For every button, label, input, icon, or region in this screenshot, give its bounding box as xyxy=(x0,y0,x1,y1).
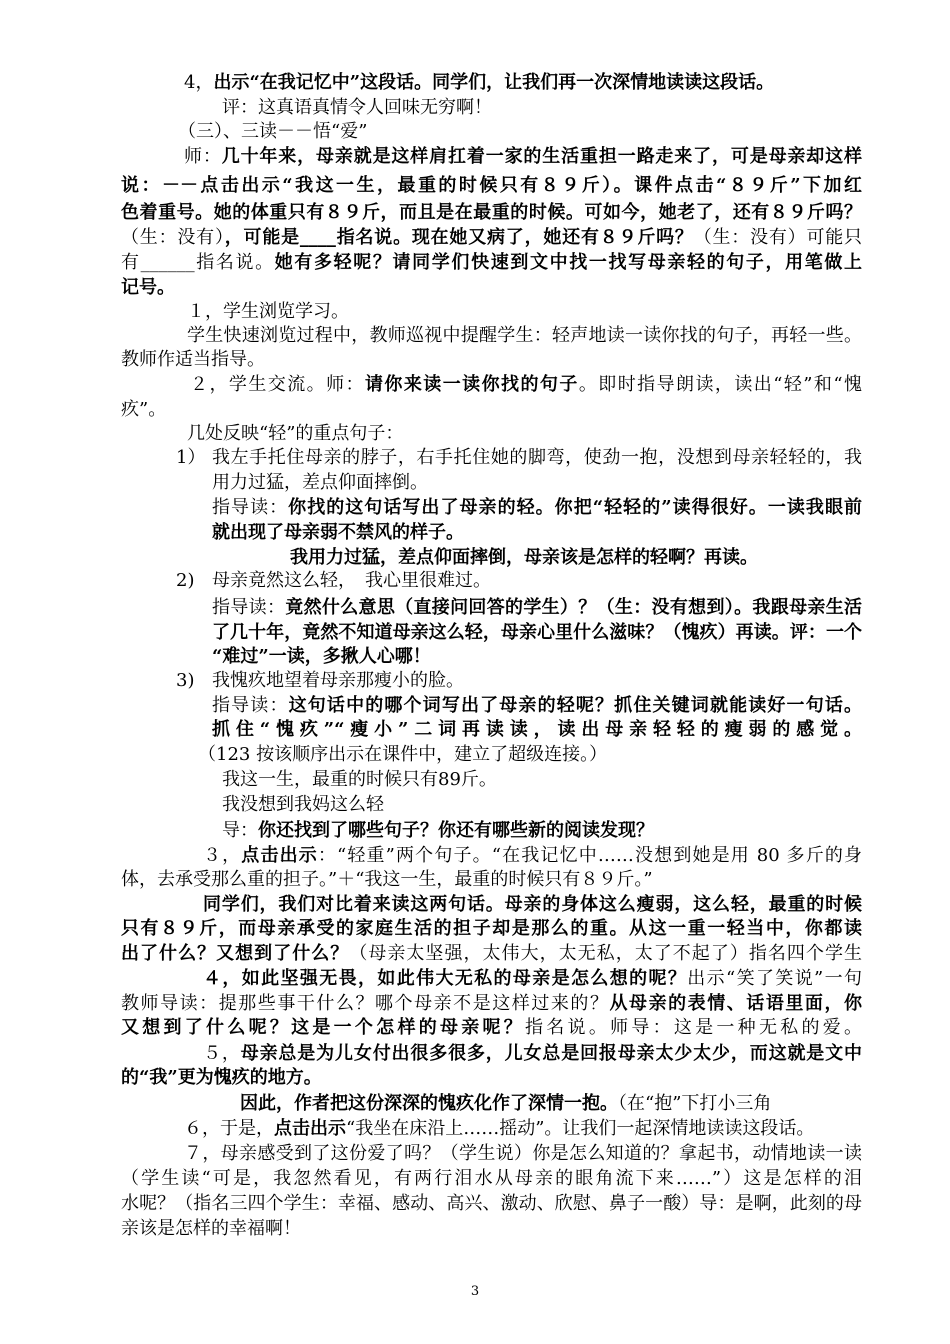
text-segment: （生：没有）可能只 xyxy=(693,227,863,248)
text-line xyxy=(212,719,862,741)
text-segment: 又想到了什么呢？这是一个怎样的母亲呢？ xyxy=(121,1017,526,1038)
text-segment: 亲该是怎样的幸福啊！ xyxy=(121,1218,301,1239)
text-segment: ３， xyxy=(203,845,242,866)
text-line xyxy=(121,227,862,249)
text-line xyxy=(184,146,862,168)
list-number-1: 1） xyxy=(176,447,206,468)
text-line xyxy=(178,121,367,143)
text-segment: 评：这真语真情令人回味无穷啊！ xyxy=(222,97,492,118)
text-segment: 几处反映“轻”的重点句子： xyxy=(187,423,404,444)
text-segment: 的“我”更为愧疚的地方。 xyxy=(121,1067,322,1088)
text-segment: 几十年来，母亲就是这样肩扛着一家的生活重担一路走来了，可是母亲却这样 xyxy=(221,146,863,167)
text-segment: 我这一生，最重的时候只有89斤。 xyxy=(222,769,497,790)
text-line xyxy=(212,570,491,592)
text-segment: 因此，作者把这份深深的愧疚化作了深情一抱。 xyxy=(240,1093,618,1114)
text-line xyxy=(222,97,492,119)
text-segment: 我用力过猛，差点仰面摔倒，母亲该是怎样的轻啊？再读。 xyxy=(290,547,758,568)
text-segment: 同学们，我们对比着来读这两句话。母亲的身体这么瘦弱，这么轻，最重的时候 xyxy=(203,894,862,915)
text-line xyxy=(212,447,862,469)
text-segment: 她有多轻呢？请同学们快速到文中找一找写母亲轻的句子，用笔做上 xyxy=(274,252,863,273)
text-segment: ，可能是____指名说。现在她又病了，她还有８９斤吗？ xyxy=(224,227,694,248)
text-segment: 体，去承受那么重的担子。”＋“我这一生，最重的时候只有８９斤。” xyxy=(121,869,653,890)
text-segment: 竟然什么意思（直接问回答的学生）？（生：没有想到）。我跟母亲生活 xyxy=(285,597,863,618)
text-segment: 指导读： xyxy=(212,597,286,618)
text-segment: 水呢？（指名三四个学生：幸福、感动、高兴、激动、欣慰、鼻子一酸）导：是啊，此刻的母 xyxy=(121,1193,862,1214)
text-line xyxy=(212,646,431,668)
text-segment: 点击出示 xyxy=(274,1118,346,1139)
text-segment: 只有８９斤，而母亲承受的家庭生活的担子却是那么的重。从这一重一轻当中，你都读 xyxy=(121,918,862,939)
text-line xyxy=(212,695,862,717)
text-line xyxy=(121,202,862,224)
text-line xyxy=(203,845,862,867)
text-line xyxy=(190,374,862,396)
text-line xyxy=(121,175,862,197)
text-segment: 4， xyxy=(184,72,214,93)
text-segment: 出了什么？又想到了什么？ xyxy=(121,943,350,964)
text-line xyxy=(121,943,862,965)
text-segment: 请你来读一读你找的句子 xyxy=(364,374,579,395)
text-line xyxy=(212,497,862,519)
text-segment: （学生读“可是，我忽然看见，有两行泪水从母亲的眼角流下来……”）这是怎样的泪 xyxy=(121,1168,862,1189)
text-segment: 师： xyxy=(184,146,222,167)
text-line xyxy=(121,252,862,274)
text-segment: 指名说。师导：这是一种无私的爱。 xyxy=(525,1017,863,1038)
text-line xyxy=(121,993,862,1015)
text-line xyxy=(222,820,654,842)
text-segment: 。即时指导朗读，读出“轻”和“愧 xyxy=(578,374,863,395)
text-segment: 用力过猛，差点仰面摔倒。 xyxy=(212,472,428,493)
text-segment: 就出现了母亲弱不禁风的样子。 xyxy=(212,522,464,543)
text-segment: （123 按该顺序出示在课件中，建立了超级连接。） xyxy=(198,744,608,765)
text-line xyxy=(184,72,774,94)
text-line xyxy=(212,472,428,494)
text-segment: 你找的这句话写出了母亲的轻。你把“轻轻的”读得很好。一读我眼前 xyxy=(288,497,862,518)
text-segment: （母亲太坚强，太伟大，太无私，太了不起了）指名四个学生 xyxy=(349,943,863,964)
text-segment: 你还找到了哪些句子？你还有哪些新的阅读发现？ xyxy=(258,820,654,841)
text-segment: 导： xyxy=(222,820,258,841)
text-segment: （生：没有） xyxy=(121,227,225,248)
text-line xyxy=(187,301,349,323)
text-line xyxy=(240,1093,771,1115)
text-segment: 色着重号。她的体重只有８９斤，而且是在最重的时候。可如今，她老了，还有８９斤吗？ xyxy=(121,202,862,223)
text-segment: 记号。 xyxy=(121,277,175,298)
text-line xyxy=(212,522,464,544)
text-line xyxy=(184,1143,862,1165)
text-segment: ：“轻重”两个句子。“在我记忆中……没想到她是用 80 多斤的身 xyxy=(317,845,862,866)
text-line xyxy=(121,399,166,421)
text-line xyxy=(212,622,862,644)
text-line xyxy=(187,325,862,347)
text-segment: 点击出示 xyxy=(241,845,318,866)
text-line xyxy=(222,794,384,816)
text-segment: 教师导读：提那些事干什么？哪个母亲不是这样过来的？ xyxy=(121,993,610,1014)
text-segment: 这句话中的哪个词写出了母亲的轻呢？抓住关键词就能读好一句话。 xyxy=(288,695,863,716)
text-line xyxy=(187,423,403,445)
text-segment: “我坐在床沿上……摇动”。让我们一起深情地读读这段话。 xyxy=(346,1118,815,1139)
text-segment: 指导读： xyxy=(212,497,289,518)
text-segment: ４，如此坚强无畏，如此伟大无私的母亲是怎么想的呢？ xyxy=(203,968,688,989)
text-segment: 母亲竟然这么轻， 我心里很难过。 xyxy=(212,570,491,591)
text-segment: 出示“在我记忆中”这段话。同学们，让我们再一次深情地读读这段话。 xyxy=(213,72,775,93)
text-segment: 有______指名说。 xyxy=(121,252,275,273)
text-segment: 说：－－点击出示“我这一生，最重的时候只有８９斤）。课件点击“８９斤”下加红 xyxy=(121,175,862,196)
text-segment: （三）、三读－－悟“爱” xyxy=(178,121,368,142)
text-segment: 我愧疚地望着母亲那瘦小的脸。 xyxy=(212,670,464,691)
text-line xyxy=(121,1017,862,1039)
text-line xyxy=(203,1043,862,1065)
text-line xyxy=(212,670,464,692)
text-segment: ２，学生交流。师： xyxy=(190,374,365,395)
list-number-3: 3) xyxy=(176,670,195,691)
text-line xyxy=(121,1218,301,1240)
text-segment: 指导读： xyxy=(212,695,289,716)
text-segment: 抓住“愧疚”“瘦小”二词再读读，读出母亲轻轻的瘦弱的感觉。 xyxy=(212,719,862,740)
list-number-2: 2) xyxy=(176,570,195,591)
text-line xyxy=(121,349,265,371)
text-line xyxy=(121,918,862,940)
text-segment: “难过”一读，多揪人心哪！ xyxy=(212,646,431,667)
text-line xyxy=(121,1193,862,1215)
text-segment: ７，母亲感受到了这份爱了吗？（学生说）你是怎么知道的？拿起书，动情地读一读 xyxy=(184,1143,862,1164)
text-segment: 出示“笑了笑说”一句 xyxy=(687,968,863,989)
text-segment: 母亲总是为儿女付出很多很多，儿女总是回报母亲太少太少，而这就是文中 xyxy=(240,1043,863,1064)
text-segment: 从母亲的表情、话语里面，你 xyxy=(609,993,863,1014)
text-line xyxy=(184,1118,814,1140)
page-number: 3 xyxy=(470,1284,480,1299)
text-segment: 教师作适当指导。 xyxy=(121,349,265,370)
text-line xyxy=(222,769,497,791)
text-line xyxy=(212,597,862,619)
text-line xyxy=(121,1168,862,1190)
text-segment: 疚”。 xyxy=(121,399,167,420)
text-segment: 我左手托住母亲的脖子，右手托住她的脚弯，使劲一抱，没想到母亲轻轻的，我 xyxy=(212,447,862,468)
text-segment: （在“抱”下打小三角 xyxy=(618,1093,772,1114)
text-segment: 我没想到我妈这么轻 xyxy=(222,794,384,815)
text-line xyxy=(290,547,758,569)
text-segment: 了几十年，竟然不知道母亲这么轻，母亲心里什么滋味？（愧疚）再读。评：一个 xyxy=(212,622,862,643)
text-line xyxy=(198,744,607,766)
text-line xyxy=(121,869,653,891)
text-line xyxy=(203,968,862,990)
text-line xyxy=(203,894,862,916)
text-segment: １，学生浏览学习。 xyxy=(187,301,349,322)
text-line xyxy=(121,277,175,299)
text-line xyxy=(121,1067,322,1089)
text-segment: 学生快速浏览过程中，教师巡视中提醒学生：轻声地读一读你找的句子，再轻一些。 xyxy=(187,325,862,346)
text-segment: ５， xyxy=(203,1043,241,1064)
text-segment: ６，于是， xyxy=(184,1118,274,1139)
